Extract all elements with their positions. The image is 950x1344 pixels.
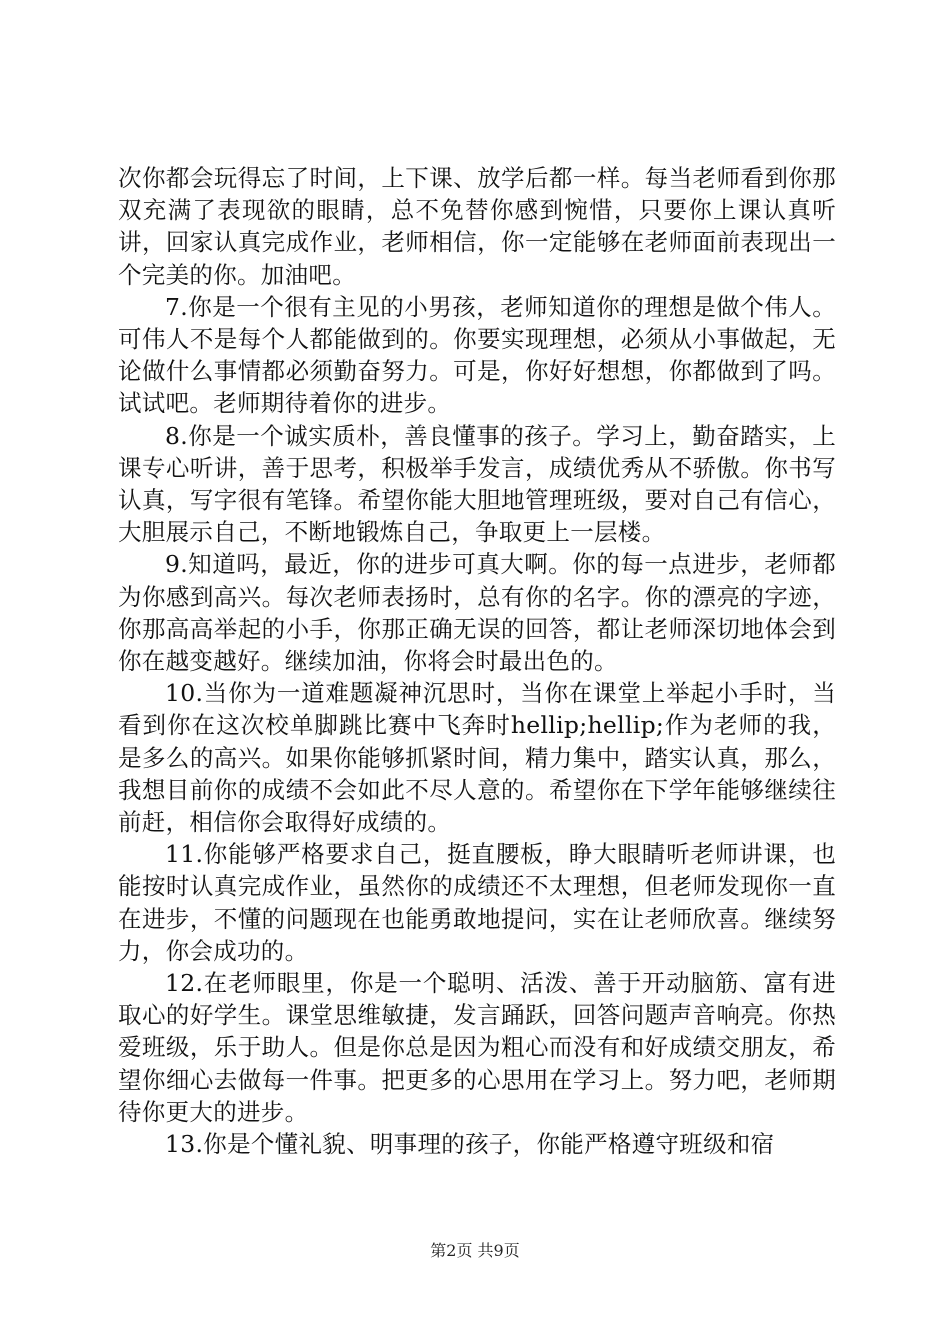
paragraph-item-12: 12.在老师眼里，你是一个聪明、活泼、善于开动脑筋、富有进取心的好学生。课堂思维敏捷，发言踊跃，回答问题声音响亮。你热爱班级，乐于助人。但是你总是因为粗心而没有和好成绩交朋友，希望你细心去做每一件事。把更多的心思用在学习上。努力吧，老师期待你更大的进步。 (118, 969, 836, 1126)
paragraph-item-10: 10.当你为一道难题凝神沉思时，当你在课堂上举起小手时，当看到你在这次校单脚跳比赛中飞奔时hellip;hellip;作为老师的我，是多么的高兴。如果你能够抓紧时间，精力集中，踏实认真，那么，我想目前你的成绩不会如此不尽人意的。希望你在下学年能够继续往前赶，相信你会取得好成绩的。 (118, 679, 836, 837)
paragraph-item-11: 11.你能够严格要求自己，挺直腰板，睁大眼睛听老师讲课，也能按时认真完成作业，虽然你的成绩还不太理想，但老师发现你一直在进步，不懂的问题现在也能勇敢地提问，实在让老师欣喜。继续努力，你会成功的。 (118, 840, 836, 965)
paragraph-item-9: 9.知道吗，最近，你的进步可真大啊。你的每一点进步，老师都为你感到高兴。每次老师表扬时，总有你的名字。你的漂亮的字迹，你那高高举起的小手，你那正确无误的回答，都让老师深切地体会到你在越变越好。继续加油，你将会时最出色的。 (118, 550, 836, 676)
paragraph-item-7: 7.你是一个很有主见的小男孩，老师知道你的理想是做个伟人。可伟人不是每个人都能做到的。你要实现理想，必须从小事做起，无论做什么事情都必须勤奋努力。可是，你好好想想，你都做到了吗。试试吧。老师期待着你的进步。 (118, 292, 836, 418)
paragraph-continuation: 次你都会玩得忘了时间，上下课、放学后都一样。每当老师看到你那双充满了表现欲的眼睛，总不免替你感到惋惜，只要你上课认真听讲，回家认真完成作业，老师相信，你一定能够在老师面前表现出一个完美的你。加油吧。 (118, 164, 836, 289)
page-number-footer: 第2页 共9页 (430, 1241, 520, 1260)
paragraph-item-13: 13.你是个懂礼貌、明事理的孩子，你能严格遵守班级和宿 (165, 1130, 775, 1159)
paragraph-item-8: 8.你是一个诚实质朴，善良懂事的孩子。学习上，勤奋踏实，上课专心听讲，善于思考，积极举手发言，成绩优秀从不骄傲。你书写认真，写字很有笔锋。希望你能大胆地管理班级，要对自己有信心，大胆展示自己，不断地锻炼自己，争取更上一层楼。 (118, 421, 836, 547)
document-body (118, 162, 836, 1160)
